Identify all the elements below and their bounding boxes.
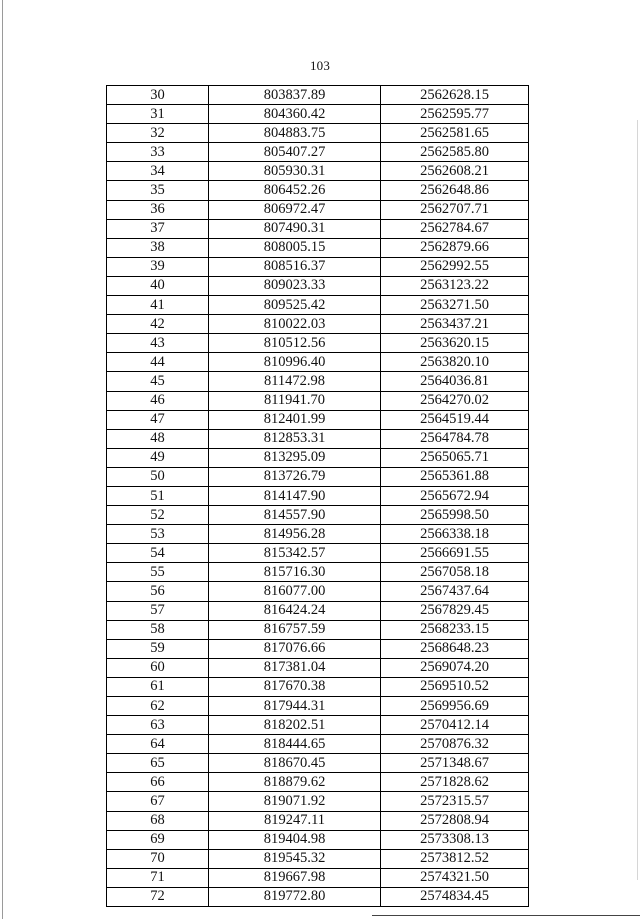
table-row [107,887,529,906]
x-coordinate-cell: 813726.79 [209,467,381,486]
y-coordinate-cell: 2564036.81 [381,372,529,391]
x-coordinate-cell: 807490.31 [209,219,381,238]
x-coordinate-cell: 810512.56 [209,334,381,353]
y-coordinate-cell: 2563820.10 [381,353,529,372]
y-coordinate-cell: 2568233.15 [381,620,529,639]
y-coordinate-cell: 2574321.50 [381,868,529,887]
y-coordinate-cell: 2562595.77 [381,105,529,124]
point-number-cell: 67 [107,792,209,811]
y-coordinate-cell: 2563437.21 [381,315,529,334]
x-coordinate-cell: 818202.51 [209,716,381,735]
point-number-cell: 37 [107,219,209,238]
y-coordinate-cell: 2565361.88 [381,467,529,486]
point-number-cell: 64 [107,735,209,754]
table-row [107,773,529,792]
x-coordinate-cell: 806972.47 [209,200,381,219]
table-row [107,639,529,658]
point-number-cell: 48 [107,429,209,448]
y-coordinate-cell: 2562648.86 [381,181,529,200]
point-number-cell: 68 [107,811,209,830]
point-number-cell: 60 [107,658,209,677]
table-row [107,620,529,639]
table-row [107,86,529,105]
y-coordinate-cell: 2570876.32 [381,735,529,754]
y-coordinate-cell: 2563620.15 [381,334,529,353]
point-number-cell: 56 [107,582,209,601]
table-row [107,754,529,773]
y-coordinate-cell: 2573308.13 [381,830,529,849]
table-row [107,162,529,181]
point-number-cell: 33 [107,143,209,162]
y-coordinate-cell: 2564784.78 [381,429,529,448]
y-coordinate-cell: 2572315.57 [381,792,529,811]
table-row [107,296,529,315]
table-row [107,181,529,200]
x-coordinate-cell: 811472.98 [209,372,381,391]
point-number-cell: 40 [107,276,209,295]
x-coordinate-cell: 817670.38 [209,677,381,696]
x-coordinate-cell: 816424.24 [209,601,381,620]
x-coordinate-cell: 819772.80 [209,887,381,906]
y-coordinate-cell: 2565065.71 [381,448,529,467]
x-coordinate-cell: 814557.90 [209,506,381,525]
x-coordinate-cell: 818670.45 [209,754,381,773]
x-coordinate-cell: 804883.75 [209,124,381,143]
table-row [107,544,529,563]
y-coordinate-cell: 2567437.64 [381,582,529,601]
y-coordinate-cell: 2564519.44 [381,410,529,429]
x-coordinate-cell: 814147.90 [209,486,381,505]
point-number-cell: 46 [107,391,209,410]
y-coordinate-cell: 2570412.14 [381,716,529,735]
table-row [107,219,529,238]
table-row [107,716,529,735]
point-number-cell: 55 [107,563,209,582]
x-coordinate-cell: 806452.26 [209,181,381,200]
point-number-cell: 54 [107,544,209,563]
point-number-cell: 42 [107,315,209,334]
y-coordinate-cell: 2562879.66 [381,238,529,257]
x-coordinate-cell: 812401.99 [209,410,381,429]
y-coordinate-cell: 2563123.22 [381,276,529,295]
y-coordinate-cell: 2563271.50 [381,296,529,315]
point-number-cell: 50 [107,467,209,486]
table-row [107,582,529,601]
point-number-cell: 59 [107,639,209,658]
x-coordinate-cell: 819667.98 [209,868,381,887]
y-coordinate-cell: 2564270.02 [381,391,529,410]
table-row [107,410,529,429]
x-coordinate-cell: 819247.11 [209,811,381,830]
coordinate-table-body [107,86,529,907]
footer-rule [372,915,640,916]
point-number-cell: 47 [107,410,209,429]
table-row [107,276,529,295]
table-row [107,391,529,410]
point-number-cell: 32 [107,124,209,143]
y-coordinate-cell: 2567829.45 [381,601,529,620]
y-coordinate-cell: 2565672.94 [381,486,529,505]
point-number-cell: 44 [107,353,209,372]
y-coordinate-cell: 2562585.80 [381,143,529,162]
table-row [107,735,529,754]
point-number-cell: 61 [107,677,209,696]
table-row [107,525,529,544]
table-row [107,429,529,448]
x-coordinate-cell: 816077.00 [209,582,381,601]
x-coordinate-cell: 815716.30 [209,563,381,582]
point-number-cell: 36 [107,200,209,219]
x-coordinate-cell: 816757.59 [209,620,381,639]
table-row [107,334,529,353]
y-coordinate-cell: 2569510.52 [381,677,529,696]
y-coordinate-cell: 2569956.69 [381,697,529,716]
x-coordinate-cell: 808005.15 [209,238,381,257]
x-coordinate-cell: 819404.98 [209,830,381,849]
point-number-cell: 45 [107,372,209,391]
table-row [107,143,529,162]
point-number-cell: 51 [107,486,209,505]
x-coordinate-cell: 804360.42 [209,105,381,124]
point-number-cell: 35 [107,181,209,200]
point-number-cell: 52 [107,506,209,525]
point-number-cell: 31 [107,105,209,124]
x-coordinate-cell: 810996.40 [209,353,381,372]
scan-left-edge [2,0,3,919]
x-coordinate-cell: 817381.04 [209,658,381,677]
y-coordinate-cell: 2571348.67 [381,754,529,773]
x-coordinate-cell: 819545.32 [209,849,381,868]
y-coordinate-cell: 2562608.21 [381,162,529,181]
x-coordinate-cell: 813295.09 [209,448,381,467]
x-coordinate-cell: 818444.65 [209,735,381,754]
point-number-cell: 39 [107,257,209,276]
scan-right-edge [637,120,638,880]
x-coordinate-cell: 814956.28 [209,525,381,544]
x-coordinate-cell: 809023.33 [209,276,381,295]
table-row [107,238,529,257]
x-coordinate-cell: 808516.37 [209,257,381,276]
point-number-cell: 30 [107,86,209,105]
y-coordinate-cell: 2573812.52 [381,849,529,868]
point-number-cell: 71 [107,868,209,887]
table-row [107,697,529,716]
table-row [107,601,529,620]
point-number-cell: 62 [107,697,209,716]
point-number-cell: 65 [107,754,209,773]
x-coordinate-cell: 810022.03 [209,315,381,334]
point-number-cell: 38 [107,238,209,257]
table-row [107,353,529,372]
table-row [107,868,529,887]
point-number-cell: 41 [107,296,209,315]
point-number-cell: 58 [107,620,209,639]
table-row [107,811,529,830]
y-coordinate-cell: 2562784.67 [381,219,529,238]
point-number-cell: 57 [107,601,209,620]
table-row [107,486,529,505]
point-number-cell: 34 [107,162,209,181]
table-row [107,849,529,868]
table-row [107,315,529,334]
table-row [107,830,529,849]
table-row [107,257,529,276]
y-coordinate-cell: 2562628.15 [381,86,529,105]
x-coordinate-cell: 809525.42 [209,296,381,315]
table-row [107,563,529,582]
table-row [107,467,529,486]
page-number: 103 [309,58,331,73]
y-coordinate-cell: 2572808.94 [381,811,529,830]
point-number-cell: 63 [107,716,209,735]
table-row [107,792,529,811]
y-coordinate-cell: 2562992.55 [381,257,529,276]
point-number-cell: 43 [107,334,209,353]
x-coordinate-cell: 805930.31 [209,162,381,181]
coordinate-table [106,85,529,907]
y-coordinate-cell: 2569074.20 [381,658,529,677]
x-coordinate-cell: 815342.57 [209,544,381,563]
y-coordinate-cell: 2565998.50 [381,506,529,525]
y-coordinate-cell: 2562707.71 [381,200,529,219]
y-coordinate-cell: 2568648.23 [381,639,529,658]
x-coordinate-cell: 818879.62 [209,773,381,792]
table-row [107,124,529,143]
point-number-cell: 66 [107,773,209,792]
y-coordinate-cell: 2566691.55 [381,544,529,563]
table-row [107,448,529,467]
point-number-cell: 49 [107,448,209,467]
x-coordinate-cell: 817076.66 [209,639,381,658]
point-number-cell: 70 [107,849,209,868]
table-row [107,677,529,696]
y-coordinate-cell: 2567058.18 [381,563,529,582]
x-coordinate-cell: 812853.31 [209,429,381,448]
y-coordinate-cell: 2566338.18 [381,525,529,544]
x-coordinate-cell: 805407.27 [209,143,381,162]
table-row [107,105,529,124]
x-coordinate-cell: 817944.31 [209,697,381,716]
x-coordinate-cell: 803837.89 [209,86,381,105]
x-coordinate-cell: 811941.70 [209,391,381,410]
table-row [107,200,529,219]
point-number-cell: 72 [107,887,209,906]
y-coordinate-cell: 2571828.62 [381,773,529,792]
x-coordinate-cell: 819071.92 [209,792,381,811]
table-row [107,506,529,525]
table-row [107,372,529,391]
y-coordinate-cell: 2574834.45 [381,887,529,906]
point-number-cell: 53 [107,525,209,544]
point-number-cell: 69 [107,830,209,849]
y-coordinate-cell: 2562581.65 [381,124,529,143]
table-row [107,658,529,677]
